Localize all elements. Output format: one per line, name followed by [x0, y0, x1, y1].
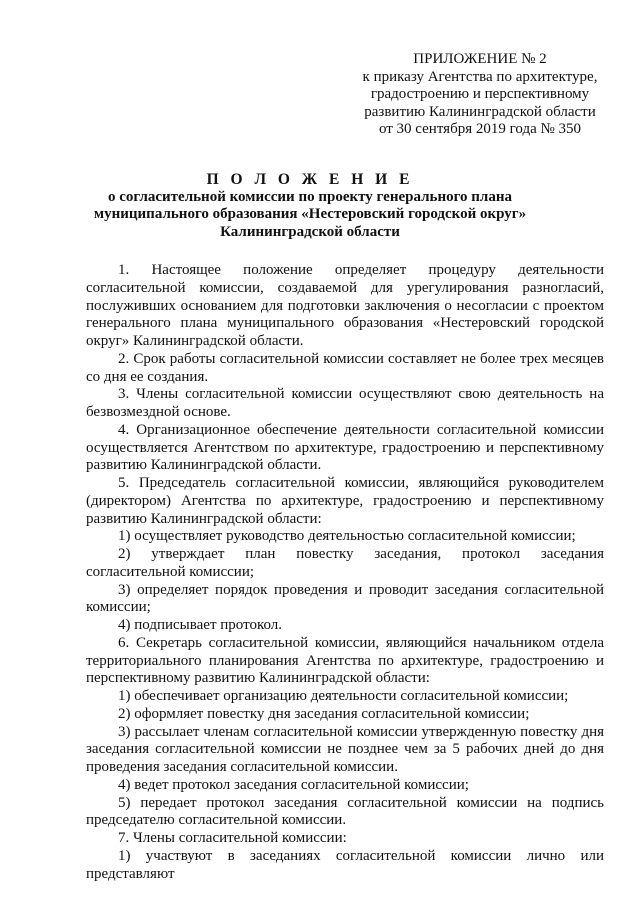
paragraph: 5. Председатель согласительной комиссии, являющийся руководителем (директором) Агентства по архитектуре, градостроению и перспективному развитию Калининградской области: — [86, 475, 604, 527]
appendix-header — [340, 51, 620, 139]
paragraph: 7. Члены согласительной комиссии: — [118, 830, 347, 846]
paragraph: 2. Срок работы согласительной комиссии составляет не более трех месяцев со дня ее создания. — [86, 350, 604, 385]
document-title: П О Л О Ж Е Н И Е — [206, 171, 414, 188]
paragraph: 4. Организационное обеспечение деятельности согласительной комиссии осуществляется Агентством по архитектуре, градостроению и перспективному развитию Калининградской области. — [86, 421, 604, 474]
document-body — [86, 262, 604, 883]
document-subtitle-line: муниципального образования «Нестеровский городской округ» — [93, 206, 527, 222]
document-subtitle-line: о согласительной комиссии по проекту генерального плана — [108, 188, 512, 205]
paragraph: 1. Настоящее положение определяет процедуру деятельности согласительной комиссии, создаваемой для урегулирования разногласий, послуживших основанием для подготовки заключения о несогласии с проектом генерального плана муниципального образования «Нестеровский городской округ» Калининградской области. — [86, 262, 604, 349]
paragraph: 1) участвуют в заседаниях согласительной комиссии лично или представляют — [86, 847, 604, 882]
appendix-line: от 30 сентября 2019 года № 350 — [378, 121, 582, 137]
document-subtitle-line: Калининградской области — [220, 223, 400, 240]
paragraph: 6. Секретарь согласительной комиссии, являющийся начальником отдела территориального планирования Агентства по архитектуре, градостроению и перспективному развитию Калининградской области: — [86, 634, 604, 687]
appendix-line: градостроению и перспективному — [370, 86, 590, 102]
paragraph: 2) оформляет повестку дня заседания согласительной комиссии; — [118, 705, 530, 722]
paragraph: 4) ведет протокол заседания согласительной комиссии; — [118, 776, 469, 793]
paragraph: 1) осуществляет руководство деятельностью согласительной комиссии; — [118, 528, 576, 545]
appendix-line: ПРИЛОЖЕНИЕ № 2 — [413, 51, 547, 67]
paragraph: 1) обеспечивает организацию деятельности согласительной комиссии; — [118, 688, 569, 704]
paragraph: 3) определяет порядок проведения и проводит заседания согласительной комиссии; — [86, 581, 604, 616]
appendix-line: развитию Калининградской области — [364, 103, 596, 120]
paragraph: 4) подписывает протокол. — [118, 617, 283, 633]
paragraph: 2) утверждает план повестку заседания, протокол заседания согласительной комиссии; — [86, 546, 604, 580]
appendix-line: к приказу Агентства по архитектуре, — [362, 68, 598, 85]
paragraph: 3) рассылает членам согласительной комиссии утвержденную повестку дня заседания согласительной комиссии не позднее чем за 5 рабочих дней до дня проведения заседания согласительной комиссии. — [86, 723, 604, 775]
document-title-block — [60, 171, 560, 241]
paragraph: 3. Члены согласительной комиссии осуществляют свою деятельность на безвозмездной основе. — [86, 386, 604, 420]
paragraph: 5) передает протокол заседания согласительной комиссии на подпись председателю согласительной комиссии. — [86, 794, 604, 829]
